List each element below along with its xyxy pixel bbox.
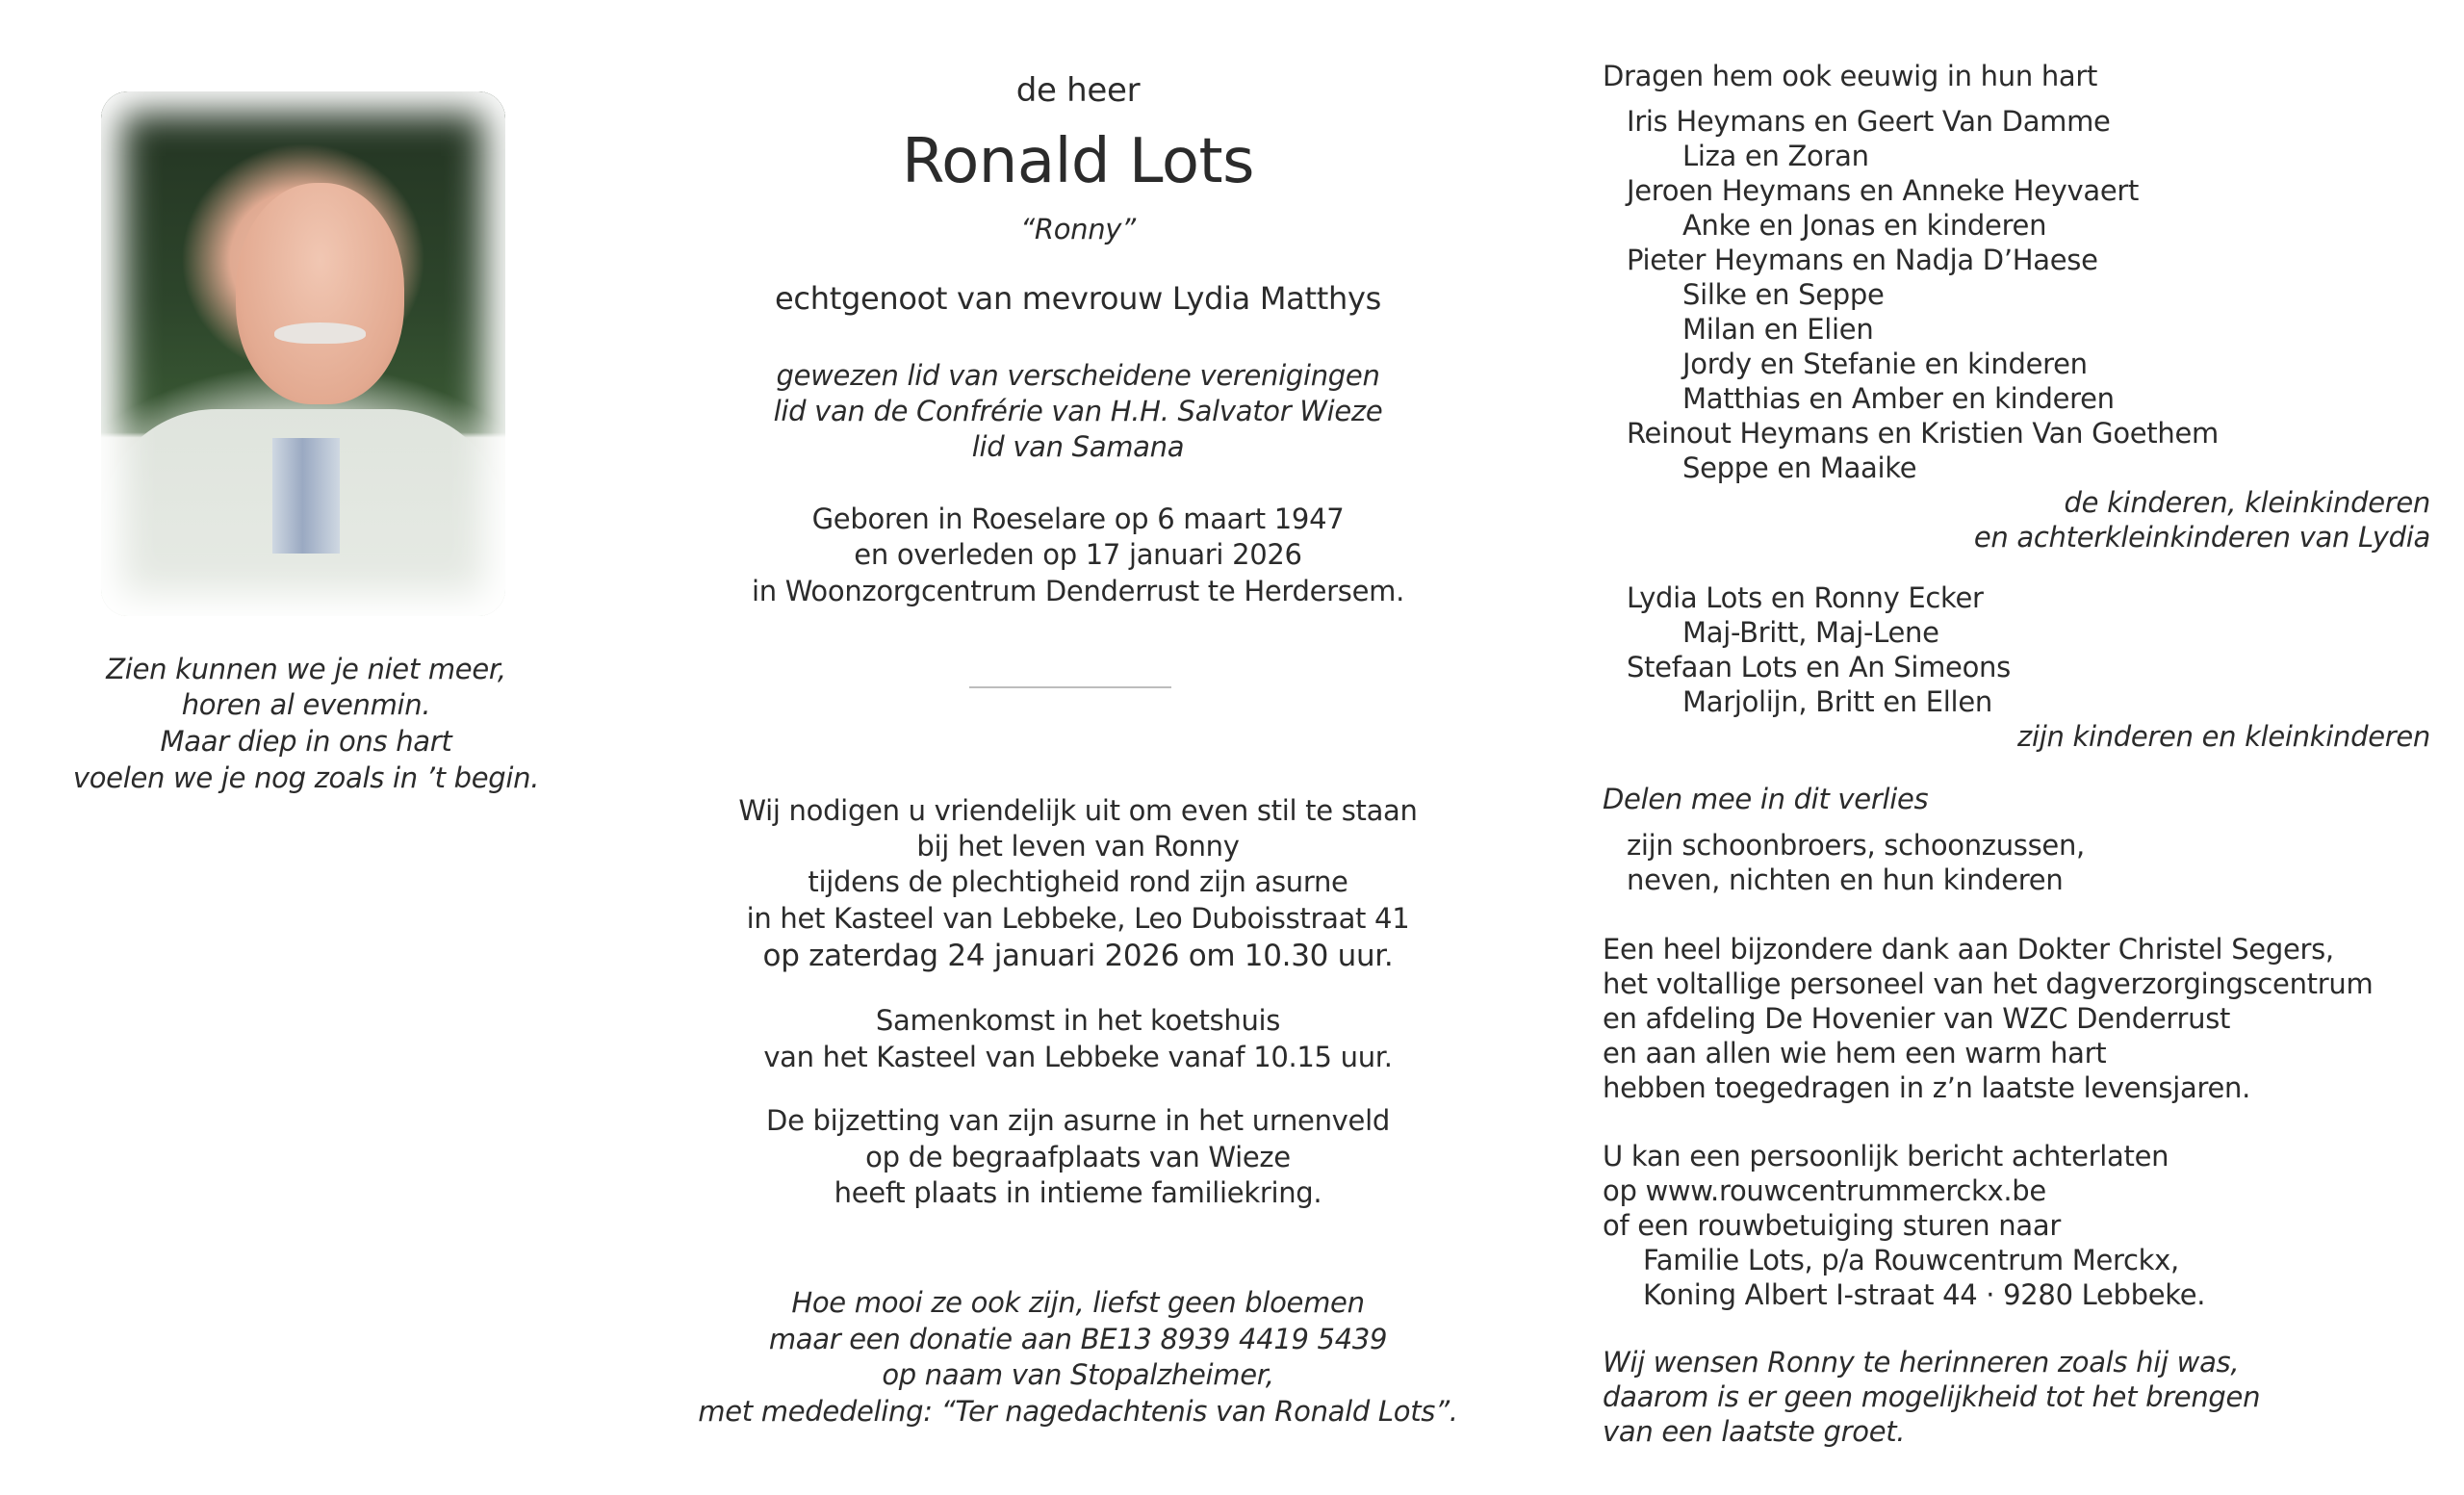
family-member: Lydia Lots en Ronny Ecker [1627, 581, 1984, 614]
family-member: Marjolijn, Britt en Ellen [1682, 685, 1992, 718]
donation-line: Hoe mooi ze ook zijn, liefst geen bloemen [791, 1286, 1365, 1319]
family-caption: de kinderen, kleinkinderen [2064, 486, 2430, 519]
thanks-line: Een heel bijzondere dank aan Dokter Christel Segers, [1603, 933, 2334, 966]
ceremony-line: Wij nodigen u vriendelijk uit om even stil te staan [738, 794, 1418, 827]
closing-line: Wij wensen Ronny te herinneren zoals hij was, [1603, 1346, 2240, 1379]
thanks-line: het voltallige personeel van het dagverzorgingscentrum [1603, 967, 2374, 1000]
poem-line: voelen we je nog zoals in ’t begin. [72, 761, 540, 794]
contact-line: of een rouwbetuiging sturen naar [1603, 1209, 2061, 1242]
photo-collar [272, 438, 340, 554]
spouse-line: echtgenoot van mevrouw Lydia Matthys [775, 280, 1381, 317]
membership-line: lid van de Confrérie van H.H. Salvator Wieze [773, 395, 1383, 427]
membership-line: gewezen lid van verscheidene verenigingen [776, 359, 1380, 392]
gathering-line: Samenkomst in het koetshuis [875, 1004, 1281, 1037]
thanks-line: hebben toegedragen in z’n laatste levensjaren. [1603, 1071, 2250, 1104]
deceased-name: Ronald Lots [902, 126, 1254, 197]
share-heading: Delen mee in dit verlies [1603, 783, 1929, 815]
ceremony-date-line: op zaterdag 24 januari 2026 om 10.30 uur. [762, 939, 1394, 973]
family-member: Liza en Zoran [1682, 140, 1869, 172]
photo-mustache [274, 322, 366, 344]
poem-line: horen al evenmin. [181, 688, 431, 721]
nickname: “Ronny” [1020, 213, 1136, 245]
family-member: Milan en Elien [1682, 313, 1874, 346]
death-place-line: in Woonzorgcentrum Denderrust te Herdersem. [752, 575, 1404, 607]
thanks-line: en afdeling De Hovenier van WZC Denderrust [1603, 1002, 2231, 1035]
closing-line: daarom is er geen mogelijkheid tot het brengen [1603, 1380, 2261, 1413]
family-member: Seppe en Maaike [1682, 451, 1917, 484]
poem-line: Zien kunnen we je niet meer, [106, 653, 506, 685]
family-member: Jeroen Heymans en Anneke Heyvaert [1627, 174, 2140, 207]
family-member: Silke en Seppe [1682, 278, 1885, 311]
divider [969, 686, 1171, 688]
family-member: Maj-Britt, Maj-Lene [1682, 616, 1939, 649]
photo-head [236, 183, 404, 404]
thanks-line: en aan allen wie hem een warm hart [1603, 1037, 2107, 1070]
family-member: Reinout Heymans en Kristien Van Goethem [1627, 417, 2219, 450]
contact-line: U kan een persoonlijk bericht achterlaten [1603, 1140, 2169, 1173]
family-member: Anke en Jonas en kinderen [1682, 209, 2047, 242]
honorific: de heer [1015, 71, 1141, 110]
gathering-line: van het Kasteel van Lebbeke vanaf 10.15 uur. [763, 1041, 1393, 1073]
burial-line: heeft plaats in intieme familiekring. [834, 1176, 1322, 1209]
address-line: Koning Albert I-straat 44 · 9280 Lebbeke. [1643, 1278, 2206, 1311]
ceremony-line: in het Kasteel van Lebbeke, Leo Duboisstraat 41 [746, 902, 1410, 935]
family-member: Iris Heymans en Geert Van Damme [1627, 105, 2111, 138]
ceremony-line: bij het leven van Ronny [916, 830, 1240, 863]
family-caption: zijn kinderen en kleinkinderen [2017, 720, 2430, 753]
family-member: Pieter Heymans en Nadja D’Haese [1627, 244, 2098, 276]
address-line: Familie Lots, p/a Rouwcentrum Merckx, [1643, 1244, 2179, 1276]
birth-line: Geboren in Roeselare op 6 maart 1947 [811, 503, 1345, 535]
photo-shirt [101, 409, 505, 616]
portrait-photo [101, 91, 505, 616]
website-link[interactable]: op www.rouwcentrummerckx.be [1603, 1174, 2046, 1207]
burial-line: De bijzetting van zijn asurne in het urnenveld [766, 1104, 1390, 1137]
share-line: neven, nichten en hun kinderen [1627, 863, 2064, 896]
ceremony-line: tijdens de plechtigheid rond zijn asurne [808, 865, 1348, 898]
donation-line: op naam van Stopalzheimer, [882, 1358, 1274, 1391]
poem-line: Maar diep in ons hart [160, 725, 452, 758]
donation-line: maar een donatie aan BE13 8939 4419 5439 [768, 1323, 1388, 1355]
donation-line: met mededeling: “Ter nagedachtenis van Ronald Lots”. [698, 1395, 1458, 1428]
death-line: en overleden op 17 januari 2026 [854, 538, 1302, 571]
closing-line: van een laatste groet. [1603, 1415, 1906, 1448]
family-heading: Dragen hem ook eeuwig in hun hart [1603, 60, 2098, 92]
membership-line: lid van Samana [971, 430, 1185, 463]
family-member: Jordy en Stefanie en kinderen [1682, 348, 2088, 380]
share-line: zijn schoonbroers, schoonzussen, [1627, 829, 2085, 862]
family-member: Matthias en Amber en kinderen [1682, 382, 2115, 415]
family-caption: en achterkleinkinderen van Lydia [1973, 521, 2430, 554]
burial-line: op de begraafplaats van Wieze [865, 1141, 1291, 1173]
family-member: Stefaan Lots en An Simeons [1627, 651, 2011, 683]
